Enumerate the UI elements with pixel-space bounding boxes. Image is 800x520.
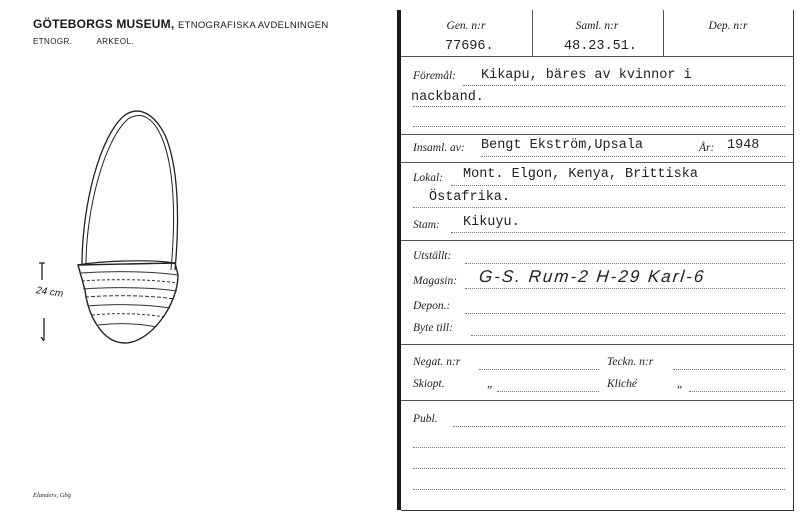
foremal-value-line2: nackband. bbox=[411, 90, 484, 105]
skiopt-label: Skiopt. bbox=[413, 378, 445, 390]
basket-stripe bbox=[83, 288, 177, 291]
section-arkeol: ARKEOL. bbox=[96, 37, 134, 46]
kliche-value: „ bbox=[677, 378, 684, 390]
dotted-line bbox=[453, 426, 785, 427]
depon-label: Depon.: bbox=[413, 300, 451, 312]
utstallt-label: Utställt: bbox=[413, 250, 452, 262]
section-etnogr: ETNOGR. bbox=[33, 37, 73, 46]
lokal-value-line2: Östafrika. bbox=[429, 190, 511, 205]
box-separator bbox=[532, 10, 533, 56]
basket-stripe bbox=[82, 280, 178, 283]
magasin-label: Magasin: bbox=[413, 275, 458, 287]
rule bbox=[401, 162, 793, 163]
basket-sketch bbox=[30, 105, 230, 355]
foremal-value-line1: Kikapu, bäres av kvinnor i bbox=[481, 68, 692, 83]
scale-arrow-top bbox=[39, 263, 45, 280]
section-codes bbox=[33, 37, 156, 46]
dotted-line bbox=[465, 288, 785, 289]
basket-stripe bbox=[85, 296, 175, 299]
dotted-line bbox=[413, 126, 785, 127]
ar-label: År: bbox=[699, 142, 715, 154]
dotted-line bbox=[463, 85, 785, 86]
magasin-value: G-S. Rum-2 H-29 Karl-6 bbox=[478, 267, 707, 286]
department-name: ETNOGRAFISKA AVDELNINGEN bbox=[177, 20, 329, 31]
gen-value: 77696. bbox=[445, 39, 494, 54]
gen-label: Gen. n:r bbox=[446, 20, 486, 32]
lokal-value-line1: Mont. Elgon, Kenya, Brittiska bbox=[463, 167, 698, 182]
rule bbox=[401, 344, 793, 345]
basket-strap-inner bbox=[86, 115, 174, 270]
catalogue-card bbox=[401, 10, 794, 511]
dotted-line bbox=[465, 313, 785, 314]
insaml-label: Insaml. av: bbox=[413, 142, 465, 154]
saml-label: Saml. n:r bbox=[575, 20, 619, 32]
foremal-label: Föremål: bbox=[413, 70, 457, 82]
rule bbox=[401, 240, 793, 241]
dotted-line bbox=[465, 263, 785, 264]
dotted-line bbox=[673, 369, 785, 370]
box-separator bbox=[663, 10, 664, 56]
printer-mark: Elanders, Gbg bbox=[33, 492, 71, 499]
ar-value: 1948 bbox=[727, 138, 760, 153]
basket-stripe bbox=[92, 314, 164, 317]
dotted-line bbox=[471, 335, 785, 336]
dotted-line bbox=[413, 106, 785, 107]
museum-header bbox=[33, 17, 329, 31]
dotted-line bbox=[497, 391, 599, 392]
lokal-label: Lokal: bbox=[413, 172, 444, 184]
basket-body bbox=[78, 263, 178, 343]
dep-label: Dep. n:r bbox=[708, 20, 748, 32]
byte-label: Byte till: bbox=[413, 322, 453, 334]
scale-arrow-bottom bbox=[41, 318, 44, 341]
dotted-line bbox=[479, 369, 599, 370]
dotted-line bbox=[451, 232, 785, 233]
rule bbox=[401, 56, 793, 57]
dotted-line bbox=[413, 468, 785, 469]
scale-label: 24 cm bbox=[35, 285, 64, 300]
dotted-line bbox=[413, 447, 785, 448]
skiopt-value: „ bbox=[487, 378, 494, 390]
kliche-label: Kliché bbox=[607, 378, 638, 390]
rule bbox=[401, 400, 793, 401]
dotted-line bbox=[451, 185, 785, 186]
teckn-label: Teckn. n:r bbox=[607, 356, 654, 368]
saml-value: 48.23.51. bbox=[564, 39, 637, 54]
stam-label: Stam: bbox=[413, 219, 440, 231]
dotted-line bbox=[689, 391, 785, 392]
basket-strap bbox=[82, 111, 178, 270]
insaml-value: Bengt Ekström,Upsala bbox=[481, 138, 644, 153]
negat-label: Negat. n:r bbox=[413, 356, 461, 368]
basket-stripe bbox=[98, 324, 156, 327]
basket-stripe bbox=[88, 305, 170, 308]
stam-value: Kikuyu. bbox=[463, 215, 520, 230]
dotted-line bbox=[413, 489, 785, 490]
dotted-line bbox=[481, 156, 785, 157]
dotted-line bbox=[413, 207, 785, 208]
publ-label: Publ. bbox=[413, 413, 438, 425]
museum-name: GÖTEBORGS MUSEUM, bbox=[33, 17, 175, 31]
rule bbox=[401, 134, 793, 135]
basket-stripe bbox=[80, 272, 178, 275]
